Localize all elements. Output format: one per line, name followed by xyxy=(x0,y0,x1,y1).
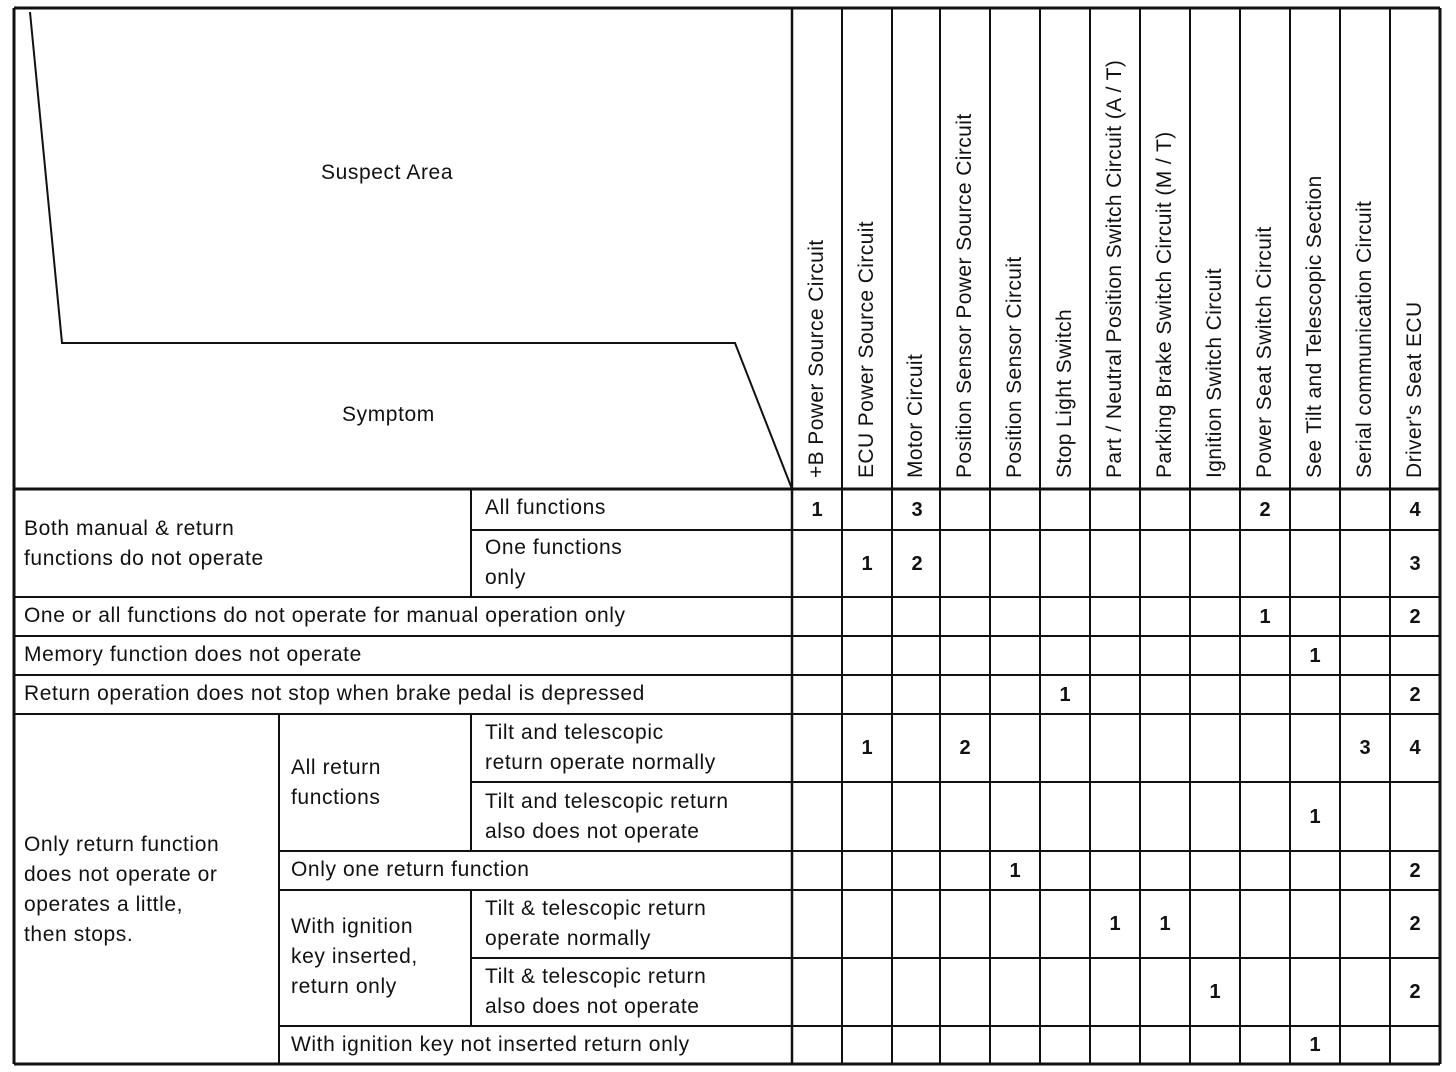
matrix-cell: 3 xyxy=(1359,737,1371,759)
matrix-cell: 1 xyxy=(861,737,873,759)
matrix-cell: 1 xyxy=(811,498,823,521)
symptom-all-return-b-line: Tilt and telescopic return xyxy=(485,790,729,813)
matrix-cell: 3 xyxy=(911,498,923,521)
symptom-one-function-line: only xyxy=(485,566,526,589)
symptom-group1-line: functions do not operate xyxy=(24,547,264,570)
column-header: Parking Brake Switch Circuit (M / T) xyxy=(1153,131,1176,478)
matrix-cell: 2 xyxy=(1259,498,1271,521)
matrix-cell: 2 xyxy=(959,737,971,759)
symptom-group1-line: Both manual & return xyxy=(24,517,235,540)
symptom-memory: Memory function does not operate xyxy=(24,643,362,666)
column-header: +B Power Source Circuit xyxy=(805,239,828,478)
symptom-ignition-line: key inserted, xyxy=(291,945,418,968)
matrix-cell: 1 xyxy=(1059,683,1071,706)
matrix-cell: 2 xyxy=(1409,859,1421,882)
column-header: Driver's Seat ECU xyxy=(1403,301,1426,478)
matrix-cell: 1 xyxy=(1259,605,1271,628)
symptom-ignition-line: With ignition xyxy=(291,915,414,938)
symptom-all-return-b-line: also does not operate xyxy=(485,820,700,843)
matrix-cell: 2 xyxy=(1409,913,1421,935)
symptom-ignition-a-line: Tilt & telescopic return xyxy=(485,897,707,920)
symptom-ignition-line: return only xyxy=(291,975,397,998)
symptom-all-return-line: functions xyxy=(291,786,381,809)
symptom-label: Symptom xyxy=(342,403,435,426)
symptom-ignition-a-line: operate normally xyxy=(485,927,652,950)
symptom-group2-line: does not operate or xyxy=(24,863,218,886)
symptom-brake: Return operation does not stop when brake pedal is depressed xyxy=(24,682,645,705)
matrix-cell: 2 xyxy=(1409,981,1421,1003)
column-header: See Tilt and Telescopic Section xyxy=(1303,175,1326,478)
matrix-cell: 1 xyxy=(1159,913,1171,935)
suspect-area-label: Suspect Area xyxy=(321,161,454,184)
symptom-ignition-b-line: also does not operate xyxy=(485,995,700,1018)
column-header: Position Sensor Power Source Circuit xyxy=(953,113,976,478)
matrix-cell: 1 xyxy=(1309,644,1321,667)
symptom-only-one: Only one return function xyxy=(291,858,530,881)
symptom-all-return-a-line: Tilt and telescopic xyxy=(485,721,664,744)
matrix-cell: 4 xyxy=(1409,737,1421,759)
matrix-cell: 1 xyxy=(1009,859,1021,882)
symptom-group2-line: then stops. xyxy=(24,923,134,946)
matrix-cell: 1 xyxy=(1309,805,1321,828)
matrix-cell: 4 xyxy=(1409,498,1421,521)
matrix-cell: 2 xyxy=(1409,605,1421,628)
symptom-all-return-line: All return xyxy=(291,756,382,779)
matrix-cell: 1 xyxy=(1209,981,1221,1003)
symptom-one-function-line: One functions xyxy=(485,536,623,559)
symptom-group2-line: Only return function xyxy=(24,833,220,856)
matrix-cell: 2 xyxy=(1409,683,1421,706)
symptom-all-return-a-line: return operate normally xyxy=(485,751,716,774)
symptom-not-inserted: With ignition key not inserted return only xyxy=(291,1033,690,1056)
matrix-cell: 3 xyxy=(1409,552,1421,575)
symptom-ignition-b-line: Tilt & telescopic return xyxy=(485,965,707,988)
matrix-cell: 1 xyxy=(861,552,873,575)
matrix-cell: 2 xyxy=(911,552,923,575)
matrix-cell: 1 xyxy=(1309,1034,1321,1056)
symptom-manual-only: One or all functions do not operate for manual operation only xyxy=(24,604,626,627)
column-header: Serial communication Circuit xyxy=(1353,200,1376,478)
column-header: Ignition Switch Circuit xyxy=(1203,268,1226,478)
column-header: Power Seat Switch Circuit xyxy=(1253,226,1276,478)
symptom-group2-line: operates a little, xyxy=(24,893,184,916)
column-header: Position Sensor Circuit xyxy=(1003,256,1026,478)
matrix-cell: 1 xyxy=(1109,913,1121,935)
symptom-all-functions-line: All functions xyxy=(485,496,607,519)
column-header: Stop Light Switch xyxy=(1053,308,1076,478)
column-header: ECU Power Source Circuit xyxy=(855,220,878,478)
column-header: Part / Neutral Position Switch Circuit (A / T) xyxy=(1103,59,1126,478)
column-header: Motor Circuit xyxy=(904,353,927,478)
